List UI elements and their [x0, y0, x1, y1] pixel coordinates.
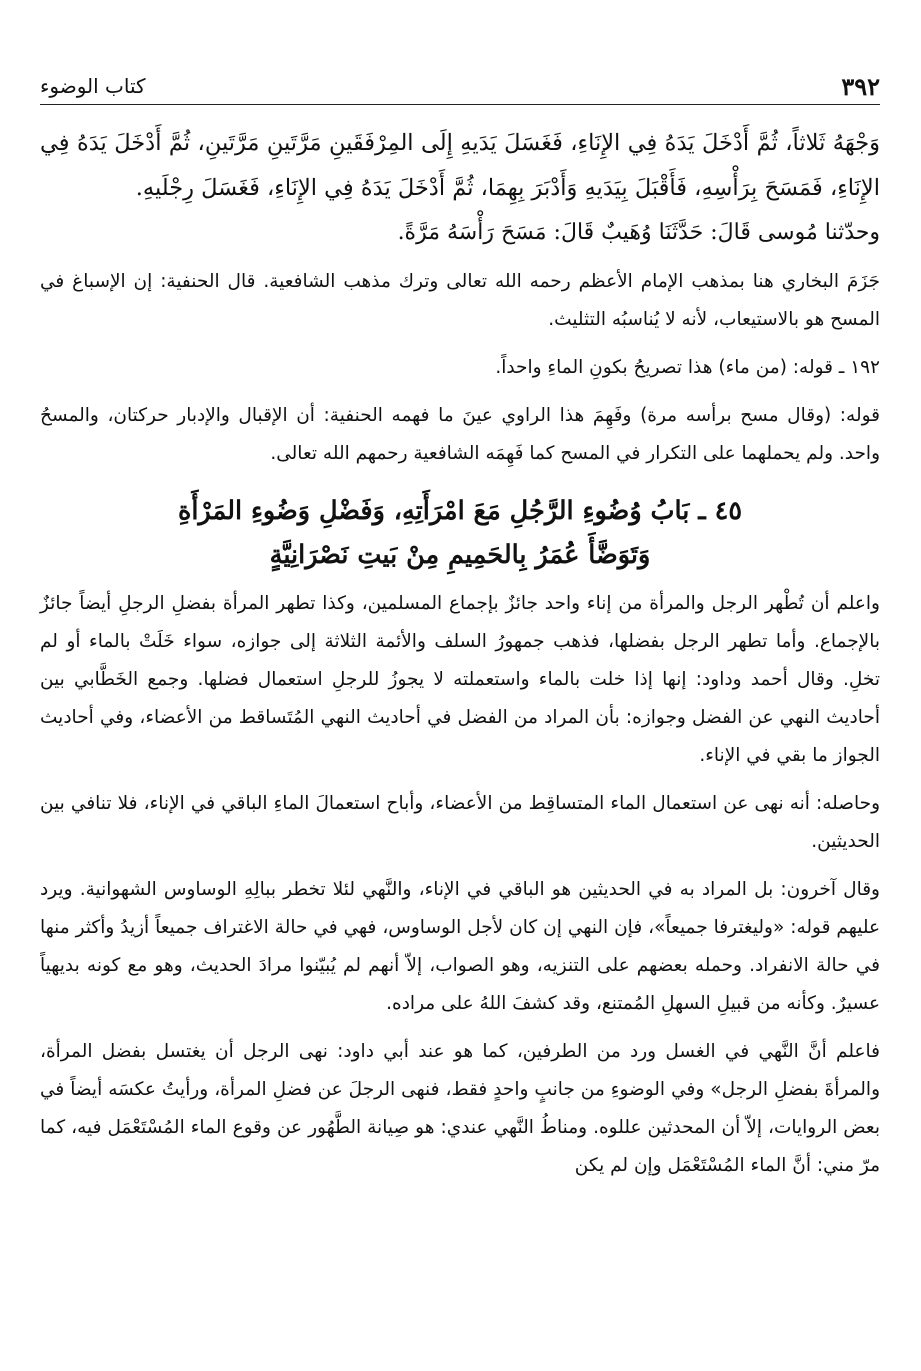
book-title: كتاب الوضوء [40, 74, 146, 98]
chapter-title-line: ٤٥ ـ بَابُ وُضُوءِ الرَّجُلِ مَعَ امْرَأَتِهِ، وَفَضْلِ وَضُوءِ المَرْأَةِ [177, 496, 743, 526]
chapter-heading [40, 489, 880, 577]
hadith-narration: وحدّثنا مُوسى قَالَ: حَدَّثَنَا وُهَيبٌ قَالَ: مَسَحَ رَأْسَهُ مَرَّةً. [397, 220, 880, 245]
book-page [40, 70, 880, 1185]
hadith-text: وَجْهَهُ ثَلاثاً، ثُمَّ أَدْخَلَ يَدَهُ فِي الإِنَاءِ، فَغَسَلَ يَدَيهِ إِلَى المِرْفَقَينِ مَرَّتَينِ مَرَّتَينِ، ثُمَّ أَدْخَلَ يَدَهُ فِي الإِنَاءِ، فَمَسَحَ بِرَأْسِهِ، فَأَقْبَلَ بِيَدَيهِ وَأَدْبَرَ بِهِمَا، ثُمَّ أَدْخَلَ يَدَهُ فِي الإِنَاءِ، فَغَسَلَ رِجْلَيهِ. [40, 130, 880, 201]
commentary-paragraph: وحاصله: أنه نهى عن استعمال الماء المتساقِط من الأعضاء، وأباح استعمالَ الماءِ الباقي في الإناء، فلا تنافي بين الحديثين. [40, 793, 880, 852]
running-header [40, 70, 880, 105]
commentary-paragraph: واعلم أن تُطْهر الرجل والمرأة من إناء واحد جائزٌ بإجماع المسلمين، وكذا تطهر المرأة بفضلِ الرجلِ أيضاً جائزٌ بالإجماع. وأما تطهر الرجل بفضلها، فذهب جمهورُ السلف والأئمة الثلاثة إلى جوازه، سواء خَلَتْ بالماء أو لم تخلِ. وقال أحمد وداود: إنها إذا خلت بالماء واستعملته لا يجوزُ للرجلِ استعمال فضلها. وجمع الخَطَّابي بين أحاديث النهي عن الفضل وجوازه: بأن المراد من الفضل في أحاديث النهي المُتَساقط من الأعضاء، وفي أحاديث الجواز ما بقي في الإناء. [40, 593, 880, 766]
commentary-paragraph: وقال آخرون: بل المراد به في الحديثين هو الباقي في الإناء، والنَّهي لئلا تخطر ببالِهِ الوساوس الشهوانية. ويرد عليهم قوله: «وليغترفا جميعاً»، فإن النهي إن كان لأجل الوساوس، فهي في حالة الاغتراف جميعاً أزيدُ وأكثر منها في حالة الانفراد. وحمله بعضهم على التنزيه، وهو الصواب، إلاّ أنهم لم يُبيّنوا مرادَ الحديث، وهو مع كونه بديهياً عسيرٌ. وكأنه من قبيلِ السهلِ المُمتنع، وقد كشفَ اللهُ على مراده. [40, 879, 880, 1014]
commentary-paragraph: فاعلم أنَّ النَّهي في الغسل ورد من الطرفين، كما هو عند أبي داود: نهى الرجل أن يغتسل بفضل المرأة، والمرأةَ بفضلِ الرجل» وفي الوضوءِ من جانبٍ واحدٍ فقط، فنهى الرجلَ عن فضلِ المرأة، ورأيتُ عكسَه أيضاً في بعض الروايات، إلاّ أن المحدثين عللوه. ومناطُ النَّهي عندي: هو صِيانة الطَّهُور عن وقوع الماء المُسْتَعْمَل فيه، كما مرّ مني: أنَّ الماء المُسْتَعْمَل وإن لم يكن [40, 1041, 880, 1176]
commentary-section-1 [40, 263, 880, 473]
page-number: ٣٩٢ [841, 72, 880, 101]
chapter-title-line: وَتَوَضَّأَ عُمَرُ بِالحَمِيمِ مِنْ بَيتِ نَصْرَانِيَّةٍ [269, 540, 651, 570]
commentary-paragraph: ١٩٢ ـ قوله: (من ماء) هذا تصريحُ بكونِ الماءِ واحداً. [495, 357, 880, 378]
commentary-section-2 [40, 585, 880, 1185]
commentary-paragraph: جَزَمَ البخاري هنا بمذهب الإمام الأعظم رحمه الله تعالى وترك مذهب الشافعية. قال الحنفية: إن الإسباغ في المسح هو بالاستيعاب، لأنه لا يُناسبُه التثليث. [40, 271, 880, 330]
commentary-paragraph: قوله: (وقال مسح برأسه مرة) وفَهِمَ هذا الراوي عينَ ما فهمه الحنفية: أن الإقبال والإدبار حركتان، والمسحُ واحد. ولم يحملهما على التكرار في المسح كما فَهِمَه الشافعية رحمهم الله تعالى. [40, 405, 880, 464]
